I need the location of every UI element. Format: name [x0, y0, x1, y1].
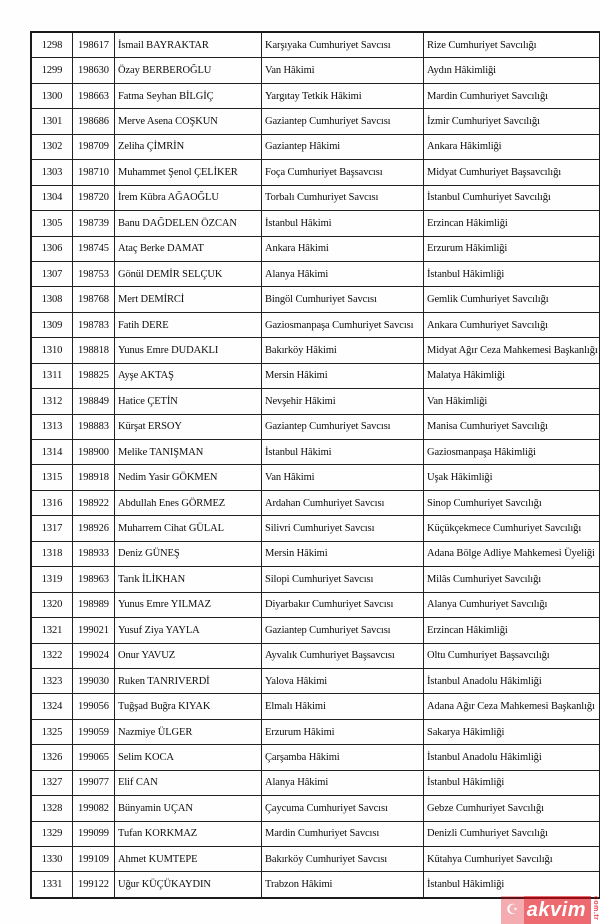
new-assignment-cell: İstanbul Cumhuriyet Savcılığı — [424, 185, 600, 210]
registry-number-cell: 199021 — [73, 618, 115, 643]
current-position-cell: Van Hâkimi — [262, 58, 424, 83]
table-row — [31, 414, 600, 439]
registry-number-cell: 199030 — [73, 668, 115, 693]
name-cell: Selim KOCA — [115, 745, 262, 770]
row-number-cell: 1325 — [31, 719, 73, 744]
name-cell: Deniz GÜNEŞ — [115, 541, 262, 566]
table-row — [31, 745, 600, 770]
current-position-cell: Mardin Cumhuriyet Savcısı — [262, 821, 424, 846]
current-position-cell: Ankara Hâkimi — [262, 236, 424, 261]
table-row — [31, 796, 600, 821]
table-row — [31, 287, 600, 312]
name-cell: Uğur KÜÇÜKAYDIN — [115, 872, 262, 898]
current-position-cell: Torbalı Cumhuriyet Savcısı — [262, 185, 424, 210]
table-row — [31, 490, 600, 515]
registry-number-cell: 198883 — [73, 414, 115, 439]
registry-number-cell: 198663 — [73, 83, 115, 108]
registry-number-cell: 198768 — [73, 287, 115, 312]
name-cell: Yunus Emre DUDAKLI — [115, 338, 262, 363]
registry-number-cell: 198963 — [73, 567, 115, 592]
table-row — [31, 872, 600, 898]
new-assignment-cell: Sakarya Hâkimliği — [424, 719, 600, 744]
table-row — [31, 643, 600, 668]
table-row — [31, 516, 600, 541]
row-number-cell: 1310 — [31, 338, 73, 363]
new-assignment-cell: İstanbul Hâkimliği — [424, 770, 600, 795]
name-cell: Muharrem Cihat GÜLAL — [115, 516, 262, 541]
current-position-cell: İstanbul Hâkimi — [262, 440, 424, 465]
table-row — [31, 821, 600, 846]
table-row — [31, 109, 600, 134]
name-cell: Onur YAVUZ — [115, 643, 262, 668]
registry-number-cell: 198739 — [73, 211, 115, 236]
new-assignment-cell: Erzurum Hâkimliği — [424, 236, 600, 261]
new-assignment-cell: Oltu Cumhuriyet Başsavcılığı — [424, 643, 600, 668]
table-row — [31, 770, 600, 795]
new-assignment-cell: İstanbul Hâkimliği — [424, 261, 600, 286]
row-number-cell: 1319 — [31, 567, 73, 592]
current-position-cell: İstanbul Hâkimi — [262, 211, 424, 236]
registry-number-cell: 198710 — [73, 160, 115, 185]
name-cell: Zeliha ÇİMRİN — [115, 134, 262, 159]
new-assignment-cell: Aydın Hâkimliği — [424, 58, 600, 83]
new-assignment-cell: Milâs Cumhuriyet Savcılığı — [424, 567, 600, 592]
name-cell: Tuğşad Buğra KIYAK — [115, 694, 262, 719]
name-cell: Ataç Berke DAMAT — [115, 236, 262, 261]
name-cell: Nazmiye ÜLGER — [115, 719, 262, 744]
registry-number-cell: 198933 — [73, 541, 115, 566]
table-row — [31, 389, 600, 414]
current-position-cell: Gaziantep Cumhuriyet Savcısı — [262, 414, 424, 439]
name-cell: İrem Kübra AĞAOĞLU — [115, 185, 262, 210]
row-number-cell: 1299 — [31, 58, 73, 83]
registry-number-cell: 198783 — [73, 312, 115, 337]
current-position-cell: Karşıyaka Cumhuriyet Savcısı — [262, 32, 424, 58]
new-assignment-cell: Adana Bölge Adliye Mahkemesi Üyeliği — [424, 541, 600, 566]
row-number-cell: 1312 — [31, 389, 73, 414]
new-assignment-cell: İzmir Cumhuriyet Savcılığı — [424, 109, 600, 134]
new-assignment-cell: Gemlik Cumhuriyet Savcılığı — [424, 287, 600, 312]
current-position-cell: Gaziosmanpaşa Cumhuriyet Savcısı — [262, 312, 424, 337]
row-number-cell: 1305 — [31, 211, 73, 236]
name-cell: Hatice ÇETİN — [115, 389, 262, 414]
row-number-cell: 1304 — [31, 185, 73, 210]
new-assignment-cell: Uşak Hâkimliği — [424, 465, 600, 490]
row-number-cell: 1315 — [31, 465, 73, 490]
current-position-cell: Gaziantep Hâkimi — [262, 134, 424, 159]
new-assignment-cell: Küçükçekmece Cumhuriyet Savcılığı — [424, 516, 600, 541]
name-cell: Kürşat ERSOY — [115, 414, 262, 439]
appointments-table — [30, 31, 600, 899]
current-position-cell: Van Hâkimi — [262, 465, 424, 490]
row-number-cell: 1311 — [31, 363, 73, 388]
new-assignment-cell: Erzincan Hâkimliği — [424, 618, 600, 643]
table-row — [31, 160, 600, 185]
registry-number-cell: 198922 — [73, 490, 115, 515]
new-assignment-cell: İstanbul Anadolu Hâkimliği — [424, 668, 600, 693]
registry-number-cell: 198630 — [73, 58, 115, 83]
current-position-cell: Yalova Hâkimi — [262, 668, 424, 693]
new-assignment-cell: Sinop Cumhuriyet Savcılığı — [424, 490, 600, 515]
table-row — [31, 134, 600, 159]
name-cell: Yunus Emre YILMAZ — [115, 592, 262, 617]
current-position-cell: Elmalı Hâkimi — [262, 694, 424, 719]
table-row — [31, 465, 600, 490]
current-position-cell: Silivri Cumhuriyet Savcısı — [262, 516, 424, 541]
current-position-cell: Ardahan Cumhuriyet Savcısı — [262, 490, 424, 515]
registry-number-cell: 198686 — [73, 109, 115, 134]
current-position-cell: Alanya Hâkimi — [262, 261, 424, 286]
table-row — [31, 694, 600, 719]
row-number-cell: 1329 — [31, 821, 73, 846]
new-assignment-cell: Midyat Cumhuriyet Başsavcılığı — [424, 160, 600, 185]
name-cell: Muhammet Şenol ÇELİKER — [115, 160, 262, 185]
row-number-cell: 1331 — [31, 872, 73, 898]
registry-number-cell: 198918 — [73, 465, 115, 490]
current-position-cell: Erzurum Hâkimi — [262, 719, 424, 744]
row-number-cell: 1309 — [31, 312, 73, 337]
registry-number-cell: 198989 — [73, 592, 115, 617]
row-number-cell: 1308 — [31, 287, 73, 312]
new-assignment-cell: Ankara Hâkimliği — [424, 134, 600, 159]
registry-number-cell: 198900 — [73, 440, 115, 465]
row-number-cell: 1316 — [31, 490, 73, 515]
row-number-cell: 1320 — [31, 592, 73, 617]
table-row — [31, 58, 600, 83]
current-position-cell: Mersin Hâkimi — [262, 363, 424, 388]
table-row — [31, 83, 600, 108]
new-assignment-cell: İstanbul Anadolu Hâkimliği — [424, 745, 600, 770]
current-position-cell: Gaziantep Cumhuriyet Savcısı — [262, 109, 424, 134]
new-assignment-cell: Ankara Cumhuriyet Savcılığı — [424, 312, 600, 337]
name-cell: Ruken TANRIVERDİ — [115, 668, 262, 693]
new-assignment-cell: Denizli Cumhuriyet Savcılığı — [424, 821, 600, 846]
appointments-table-body — [31, 32, 600, 898]
name-cell: Merve Asena COŞKUN — [115, 109, 262, 134]
name-cell: Nedim Yasir GÖKMEN — [115, 465, 262, 490]
new-assignment-cell: Kütahya Cumhuriyet Savcılığı — [424, 847, 600, 872]
registry-number-cell: 199024 — [73, 643, 115, 668]
current-position-cell: Gaziantep Cumhuriyet Savcısı — [262, 618, 424, 643]
registry-number-cell: 198709 — [73, 134, 115, 159]
name-cell: İsmail BAYRAKTAR — [115, 32, 262, 58]
current-position-cell: Diyarbakır Cumhuriyet Savcısı — [262, 592, 424, 617]
row-number-cell: 1301 — [31, 109, 73, 134]
table-row — [31, 541, 600, 566]
name-cell: Fatih DERE — [115, 312, 262, 337]
current-position-cell: Foça Cumhuriyet Başsavcısı — [262, 160, 424, 185]
name-cell: Yusuf Ziya YAYLA — [115, 618, 262, 643]
table-row — [31, 211, 600, 236]
row-number-cell: 1313 — [31, 414, 73, 439]
row-number-cell: 1318 — [31, 541, 73, 566]
row-number-cell: 1330 — [31, 847, 73, 872]
row-number-cell: 1302 — [31, 134, 73, 159]
new-assignment-cell: Gaziosmanpaşa Hâkimliği — [424, 440, 600, 465]
current-position-cell: Trabzon Hâkimi — [262, 872, 424, 898]
row-number-cell: 1307 — [31, 261, 73, 286]
current-position-cell: Alanya Hâkimi — [262, 770, 424, 795]
row-number-cell: 1298 — [31, 32, 73, 58]
takvim-logo-text: akvim — [524, 896, 591, 924]
name-cell: Bünyamin UÇAN — [115, 796, 262, 821]
registry-number-cell: 198617 — [73, 32, 115, 58]
current-position-cell: Çaycuma Cumhuriyet Savcısı — [262, 796, 424, 821]
table-row — [31, 719, 600, 744]
name-cell: Mert DEMİRCİ — [115, 287, 262, 312]
new-assignment-cell: Gebze Cumhuriyet Savcılığı — [424, 796, 600, 821]
current-position-cell: Bakırköy Cumhuriyet Savcısı — [262, 847, 424, 872]
takvim-domain-suffix: com.tr — [592, 896, 599, 921]
row-number-cell: 1328 — [31, 796, 73, 821]
current-position-cell: Ayvalık Cumhuriyet Başsavcısı — [262, 643, 424, 668]
row-number-cell: 1317 — [31, 516, 73, 541]
new-assignment-cell: Mardin Cumhuriyet Savcılığı — [424, 83, 600, 108]
table-row — [31, 338, 600, 363]
name-cell: Banu DAĞDELEN ÖZCAN — [115, 211, 262, 236]
registry-number-cell: 198745 — [73, 236, 115, 261]
row-number-cell: 1323 — [31, 668, 73, 693]
row-number-cell: 1326 — [31, 745, 73, 770]
registry-number-cell: 199109 — [73, 847, 115, 872]
row-number-cell: 1306 — [31, 236, 73, 261]
registry-number-cell: 199122 — [73, 872, 115, 898]
name-cell: Melike TANIŞMAN — [115, 440, 262, 465]
table-row — [31, 236, 600, 261]
current-position-cell: Nevşehir Hâkimi — [262, 389, 424, 414]
name-cell: Ahmet KUMTEPE — [115, 847, 262, 872]
table-row — [31, 668, 600, 693]
row-number-cell: 1322 — [31, 643, 73, 668]
registry-number-cell: 198825 — [73, 363, 115, 388]
name-cell: Elif CAN — [115, 770, 262, 795]
current-position-cell: Silopi Cumhuriyet Savcısı — [262, 567, 424, 592]
row-number-cell: 1324 — [31, 694, 73, 719]
new-assignment-cell: Alanya Cumhuriyet Savcılığı — [424, 592, 600, 617]
name-cell: Tufan KORKMAZ — [115, 821, 262, 846]
row-number-cell: 1321 — [31, 618, 73, 643]
name-cell: Özay BERBEROĞLU — [115, 58, 262, 83]
table-row — [31, 261, 600, 286]
row-number-cell: 1300 — [31, 83, 73, 108]
new-assignment-cell: Van Hâkimliği — [424, 389, 600, 414]
registry-number-cell: 198849 — [73, 389, 115, 414]
table-row — [31, 185, 600, 210]
row-number-cell: 1303 — [31, 160, 73, 185]
registry-number-cell: 199082 — [73, 796, 115, 821]
new-assignment-cell: Rize Cumhuriyet Savcılığı — [424, 32, 600, 58]
current-position-cell: Bingöl Cumhuriyet Savcısı — [262, 287, 424, 312]
new-assignment-cell: Malatya Hâkimliği — [424, 363, 600, 388]
row-number-cell: 1327 — [31, 770, 73, 795]
table-row — [31, 618, 600, 643]
name-cell: Fatma Seyhan BİLGİÇ — [115, 83, 262, 108]
name-cell: Abdullah Enes GÖRMEZ — [115, 490, 262, 515]
takvim-watermark — [501, 896, 599, 924]
table-row — [31, 592, 600, 617]
registry-number-cell: 199059 — [73, 719, 115, 744]
name-cell: Ayşe AKTAŞ — [115, 363, 262, 388]
registry-number-cell: 198720 — [73, 185, 115, 210]
new-assignment-cell: Adana Ağır Ceza Mahkemesi Başkanlığı — [424, 694, 600, 719]
table-row — [31, 440, 600, 465]
current-position-cell: Mersin Hâkimi — [262, 541, 424, 566]
registry-number-cell: 198926 — [73, 516, 115, 541]
current-position-cell: Bakırköy Hâkimi — [262, 338, 424, 363]
table-row — [31, 32, 600, 58]
table-row — [31, 847, 600, 872]
registry-number-cell: 199056 — [73, 694, 115, 719]
table-row — [31, 312, 600, 337]
registry-number-cell: 199099 — [73, 821, 115, 846]
current-position-cell: Yargıtay Tetkik Hâkimi — [262, 83, 424, 108]
name-cell: Tarık İLİKHAN — [115, 567, 262, 592]
table-row — [31, 363, 600, 388]
table-row — [31, 567, 600, 592]
row-number-cell: 1314 — [31, 440, 73, 465]
registry-number-cell: 198753 — [73, 261, 115, 286]
crescent-star-icon: ☪ — [501, 896, 524, 924]
registry-number-cell: 199077 — [73, 770, 115, 795]
registry-number-cell: 198818 — [73, 338, 115, 363]
name-cell: Gönül DEMİR SELÇUK — [115, 261, 262, 286]
current-position-cell: Çarşamba Hâkimi — [262, 745, 424, 770]
new-assignment-cell: Erzincan Hâkimliği — [424, 211, 600, 236]
new-assignment-cell: Midyat Ağır Ceza Mahkemesi Başkanlığı — [424, 338, 600, 363]
new-assignment-cell: Manisa Cumhuriyet Savcılığı — [424, 414, 600, 439]
registry-number-cell: 199065 — [73, 745, 115, 770]
new-assignment-cell: İstanbul Hâkimliği — [424, 872, 600, 898]
